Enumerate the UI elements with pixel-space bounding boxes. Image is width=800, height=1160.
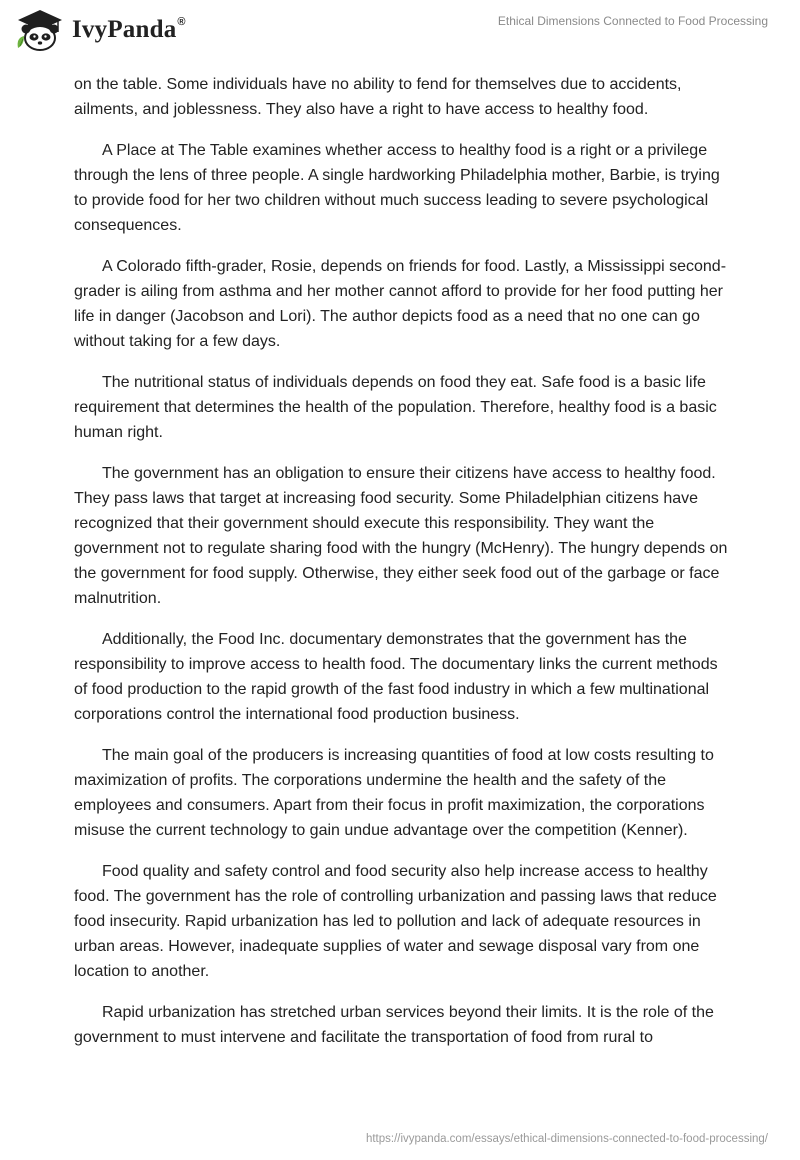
paragraph: on the table. Some individuals have no ability to fend for themselves due to accidents, ailments, and joblessness. They also have a right to have access to healthy food. xyxy=(74,76,682,118)
paragraph: A Colorado fifth-grader, Rosie, depends on friends for food. Lastly, a Mississippi second-grader is ailing from asthma and her mother cannot afford to provide for her food putting her life in danger (Jacobson and Lori). The author depicts food as a need that no one can go without taking for a few days. xyxy=(74,258,727,350)
ivypanda-logo[interactable] xyxy=(14,8,186,52)
document-title: Ethical Dimensions Connected to Food Processing xyxy=(497,14,768,28)
essay-body xyxy=(74,72,728,1066)
panda-graduation-icon xyxy=(14,8,66,52)
paragraph: Additionally, the Food Inc. documentary demonstrates that the government has the responsibility to improve access to health food. The documentary links the current methods of food production to the rapid growth of the fast food industry in which a few multinational corporations control the international food production business. xyxy=(74,631,718,723)
paragraph: A Place at The Table examines whether access to healthy food is a right or a privilege through the lens of three people. A single hardworking Philadelphia mother, Barbie, is trying to provide food for her two children without much success leading to severe psychological consequences. xyxy=(74,142,720,234)
source-url[interactable]: https://ivypanda.com/essays/ethical-dimensions-connected-to-food-processing/ xyxy=(365,1133,768,1145)
page-header xyxy=(0,0,800,70)
brand-name: IvyPanda® xyxy=(72,16,186,43)
paragraph: The main goal of the producers is increasing quantities of food at low costs resulting to maximization of profits. The corporations undermine the health and the safety of the employees and consumers. Apart from their focus in profit maximization, the corporations misuse the current technology to gain undue advantage over the competition (Kenner). xyxy=(74,747,714,839)
paragraph: The nutritional status of individuals depends on food they eat. Safe food is a basic life requirement that determines the health of the population. Therefore, healthy food is a basic human right. xyxy=(74,374,717,441)
paragraph: Rapid urbanization has stretched urban services beyond their limits. It is the role of the government to must intervene and facilitate the transportation of food from rural to xyxy=(74,1004,714,1046)
paragraph: The government has an obligation to ensure their citizens have access to healthy food. They pass laws that target at increasing food security. Some Philadelphian citizens have recognized that their government should execute this responsibility. They want the government not to regulate sharing food with the hungry (McHenry). The hungry depends on the government for food supply. Otherwise, they either seek food out of the garbage or face malnutrition. xyxy=(74,465,728,607)
paragraph: Food quality and safety control and food security also help increase access to healthy food. The government has the role of controlling urbanization and passing laws that reduce food insecurity. Rapid urbanization has led to pollution and lack of adequate resources in urban areas. However, inadequate supplies of water and sewage disposal vary from one location to another. xyxy=(74,863,717,980)
